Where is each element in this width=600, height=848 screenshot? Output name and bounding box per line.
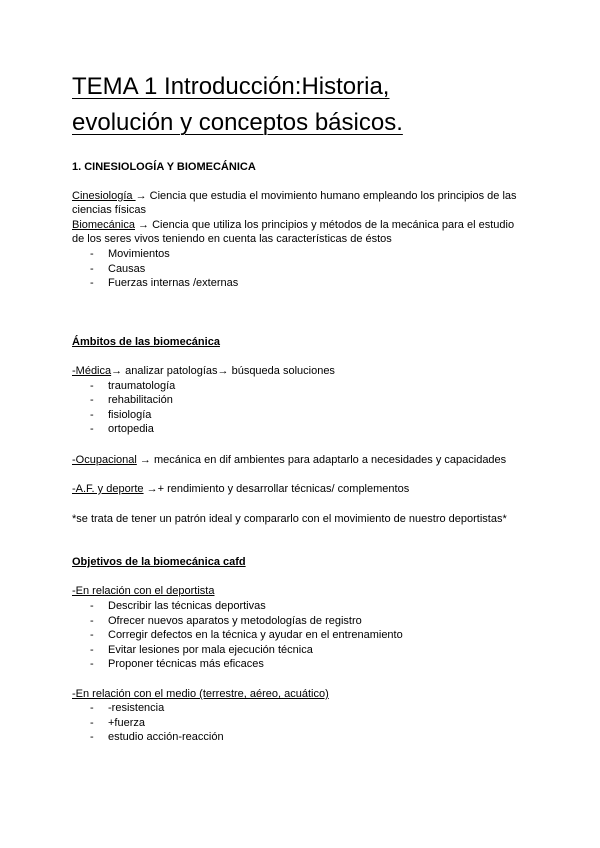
bullet-dash: - — [90, 263, 94, 275]
bullet-dash: - — [90, 731, 94, 743]
af-deporte-line: -A.F. y deporte →+ rendimiento y desarrollar técnicas/ complementos — [72, 483, 410, 495]
biomecanica-term: Biomecánica — [72, 219, 135, 231]
medica-term: -Médica — [72, 365, 112, 377]
bullet-dash: - — [90, 380, 94, 392]
biomecanica-def-text: → Ciencia que utiliza los principios y métodos de la mecánica para el estudio — [134, 219, 515, 231]
section-heading-cinesiologia: 1. CINESIOLOGÍA Y BIOMECÁNICA — [72, 161, 256, 173]
medio-label: -En relación con el medio (terrestre, aéreo, acuático) — [72, 688, 329, 700]
bullet-dash: - — [90, 277, 94, 289]
bullet-dash: - — [90, 658, 94, 670]
deportista-label: -En relación con el deportista — [72, 585, 215, 597]
biomecanica-def-continued: de los seres vivos teniendo en cuenta las características de éstos — [72, 233, 392, 245]
patron-ideal-note: *se trata de tener un patrón ideal y compararlo con el movimiento de nuestro deportistas* — [72, 513, 507, 525]
ocupacional-line: -Ocupacional → mecánica en dif ambientes para adaptarlo a necesidades y capacidades — [72, 454, 507, 466]
section-heading-ambitos: Ámbitos de las biomecánica — [72, 336, 220, 348]
bullet-dash: - — [90, 248, 94, 260]
bullet-dash: - — [90, 717, 94, 729]
document-page: TEMA 1 Introducción:Historia, evolución y conceptos básicos. 1. CINESIOLOGÍA Y BIOMECÁNICA Cinesiología → Ciencia que estudia el movimiento humano empleando los principios de las ciencias físicas Biomecánica → Ciencia que utiliza los principios y métodos de la mecánica para el estudio de los seres vivos teniendo en cuenta las características de éstos - Movimientos - Causas - Fuerzas internas /externas Ámbitos de las biomecánica -Médica→ analizar patologías→ búsqueda soluciones - traumatología - rehabilitación - fisiología - ortopedia -Ocupacional → mecánica en dif ambientes para adaptarlo a necesidades y capacidades -A.F. y deporte →+ rendimiento y desarrollar técnicas/ complementos *se trata de tener un patrón ideal y compararlo con el movimiento de nuestro deportistas* Objetivos de la biomecánica cafd -En relación con el deportista - Describir las técnicas deportivas - Ofrecer nuevos aparatos y metodologías de registro - Corregir defectos en la técnica y ayudar en el entrenamiento - Evitar lesiones por mala ejecución técnica - Proponer técnicas más eficaces -En relación con el medio (terrestre, aéreo, acuático) - -resistencia - +fuerza - estudio acción-reacción — [72, 73, 517, 743]
section-heading-objetivos: Objetivos de la biomecánica cafd — [72, 556, 246, 568]
bullet-dash: - — [90, 600, 94, 612]
ocupacional-term: -Ocupacional — [72, 454, 137, 466]
medica-line: -Médica→ analizar patologías→ búsqueda soluciones — [72, 365, 335, 377]
bullet-dash: - — [90, 409, 94, 421]
cinesiologia-term: Cinesiología — [72, 190, 136, 202]
bullet-dash: - — [90, 702, 94, 714]
page-title-line-2: evolución y conceptos básicos. — [72, 109, 403, 136]
af-deporte-term: -A.F. y deporte — [72, 483, 144, 495]
bullet-dash: - — [90, 615, 94, 627]
cinesiologia-def-text: → Ciencia que estudia el movimiento humano empleando los principios de las — [135, 190, 517, 202]
bullet-dash: - — [90, 394, 94, 406]
cinesiologia-definition — [72, 189, 517, 203]
bullet-dash: - — [90, 629, 94, 641]
cinesiologia-def-continued: ciencias físicas — [72, 204, 146, 216]
biomecanica-definition — [72, 218, 514, 232]
bullet-dash: - — [90, 423, 94, 435]
bullet-dash: - — [90, 644, 94, 656]
page-title-line-1: TEMA 1 Introducción:Historia, — [72, 73, 390, 100]
